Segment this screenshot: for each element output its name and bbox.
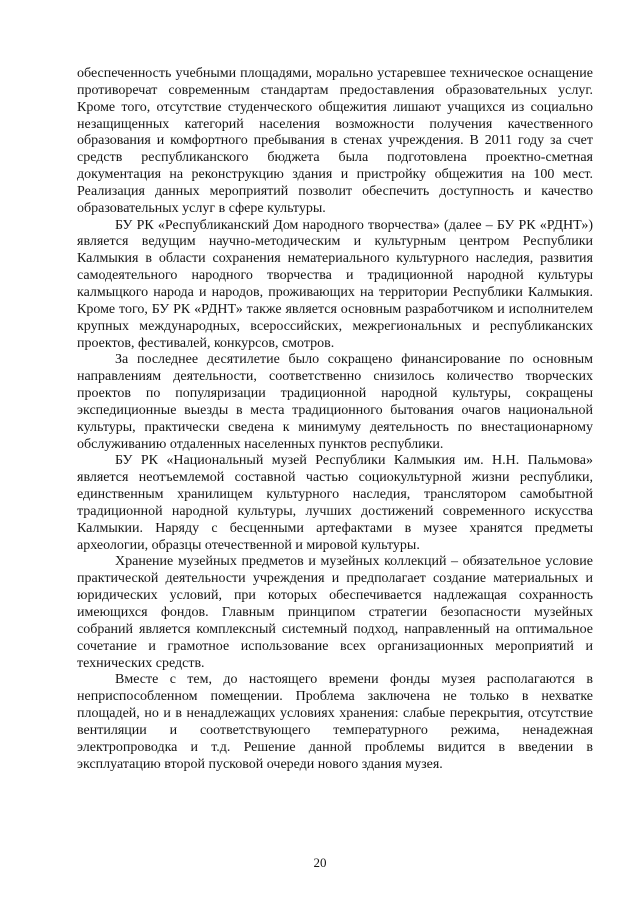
page-number: 20 [313,855,327,870]
paragraph-funding-cuts: За последнее десятилетие было сокращено финансирование по основным направлениям деятельности, соответственно снизилось количество творческих проектов по популяризации традиционной народной культуры, сокращены экспедиционные выезды в места традиционного бытования очагов национальной культуры, практически сведена к минимуму деятельность по внестационарному обслуживанию отдаленных населенных пунктов республики. [77,352,593,452]
paragraph-education-facilities: обеспеченность учебными площадями, морально устаревшее техническое оснащение противоречат современным стандартам предоставления образовательных услуг. Кроме того, отсутствие студенческого общежития лишают учащихся из социально незащищенных категорий населения возможности получения качественного образования и комфортного пребывания в стенах учреждения. В 2011 году за счет средств республиканского бюджета была подготовлена проектно-сметная документация на реконструкцию здания и пристройку общежития на 100 мест. Реализация данных мероприятий позволит обеспечить доступность и качество образовательных услуг в сфере культуры. [77,66,593,216]
paragraph-national-museum: БУ РК «Национальный музей Республики Калмыкия им. Н.Н. Пальмова» является неотъемлемой составной частью социокультурной жизни республики, единственным хранилищем культурного наследия, транслятором самобытной традиционной народной культуры, лучших достижений современного искусства Калмыкии. Наряду с бесценными артефактами в музее хранятся предметы археологии, образцы отечественной и мировой культуры. [77,453,593,553]
document-body [77,66,593,773]
paragraph-museum-premises: Вместе с тем, до настоящего времени фонды музея располагаются в неприспособленном помещении. Проблема заключена не только в нехватке площадей, но и в ненадлежащих условиях хранения: слабые перекрытия, отсутствие вентиляции и соответствующего температурного режима, ненадежная электропроводка и т.д. Решение данной проблемы видится в введении в эксплуатацию второй пусковой очереди нового здания музея. [77,672,593,772]
paragraph-rdnt: БУ РК «Республиканский Дом народного творчества» (далее – БУ РК «РДНТ») является ведущим научно-методическим и культурным центром Республики Калмыкия в области сохранения нематериального культурного наследия, развития самодеятельного народного творчества и традиционной народной культуры калмыцкого народа и народов, проживающих на территории Республики Калмыкия. Кроме того, БУ РК «РДНТ» также является основным разработчиком и исполнителем крупных международных, всероссийских, межрегиональных и республиканских проектов, фестивалей, конкурсов, смотров. [77,217,593,351]
paragraph-museum-storage: Хранение музейных предметов и музейных коллекций – обязательное условие практической деятельности учреждения и предполагает создание материальных и юридических условий, при которых обеспечивается надлежащая сохранность имеющихся фондов. Главным принципом стратегии безопасности музейных собраний является комплексный системный подход, направленный на оптимальное сочетание и грамотное использование всех организационных мероприятий и технических средств. [77,554,593,671]
